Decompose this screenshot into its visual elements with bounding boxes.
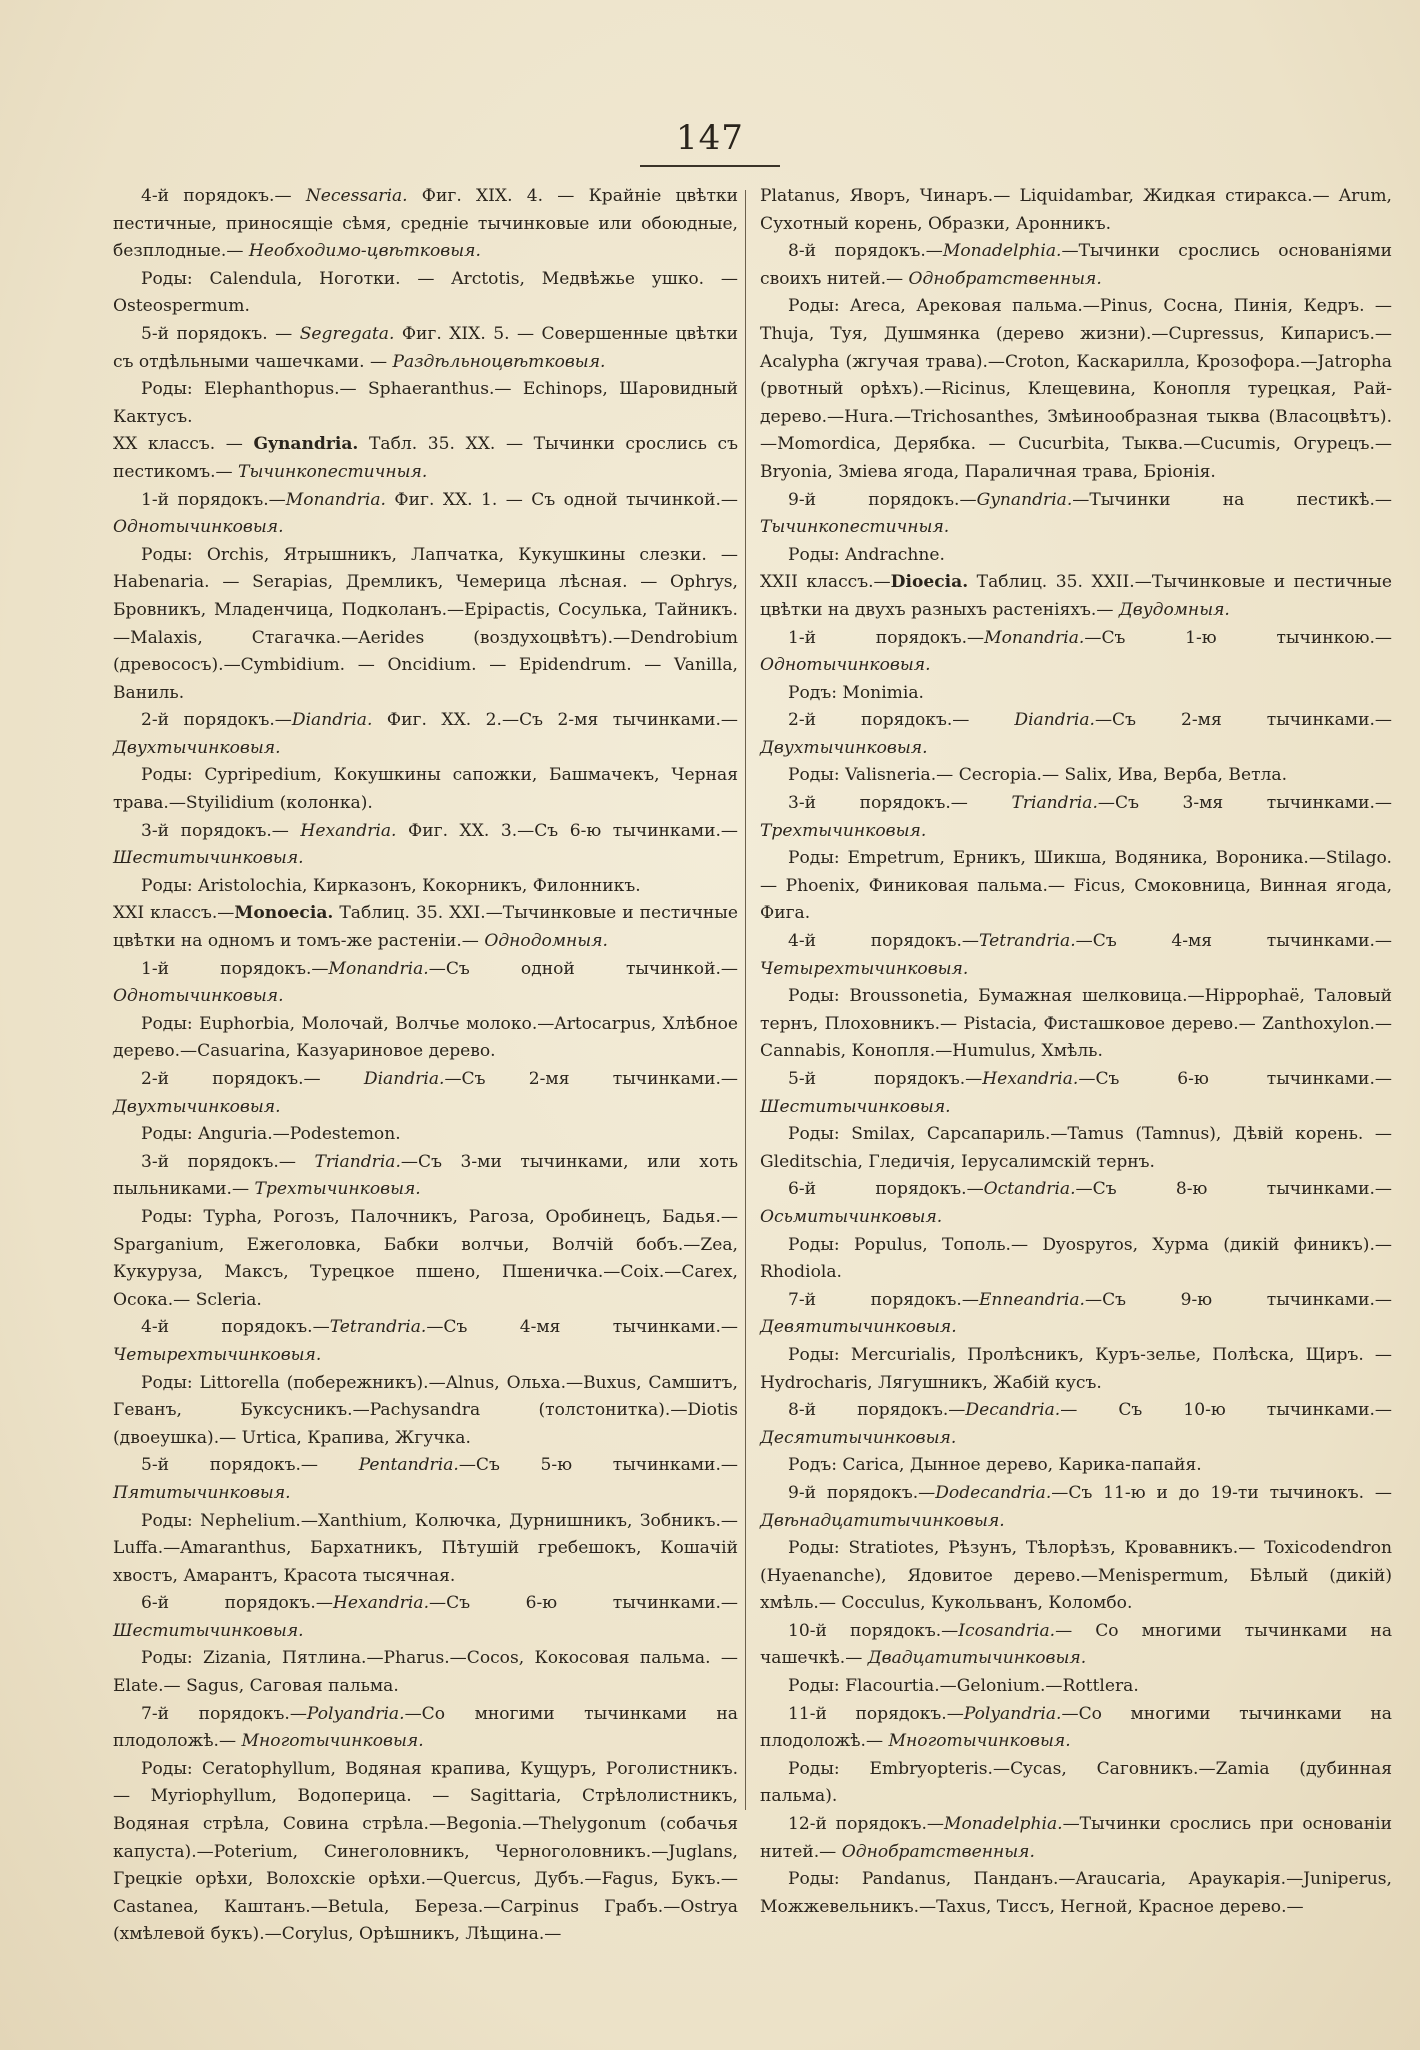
text-run: Роды: Calendula, Ноготки. — Arctotis, Медвѣжье ушко. — Osteospermum. bbox=[113, 268, 738, 317]
text-run: Роды: Mercurialis, Пролѣсникъ, Куръ-зелье, Полѣска, Щиръ. —Hydrocharis, Лягушникъ, Жабій кусъ. bbox=[760, 1344, 1392, 1393]
order-latin-name: Necessaria. bbox=[305, 186, 408, 206]
order-latin-name: Pentandria. bbox=[358, 1455, 459, 1476]
paragraph bbox=[760, 238, 1392, 293]
group-russian-name: Четырехтычинковыя. bbox=[760, 958, 969, 979]
paragraph bbox=[113, 1645, 738, 1700]
text-run: —Съ 2-мя тычинками.— bbox=[444, 1069, 738, 1089]
paragraph bbox=[760, 790, 1392, 845]
text-run: 12-й порядокъ.— bbox=[788, 1814, 944, 1835]
paragraph bbox=[760, 762, 1392, 790]
paragraph bbox=[760, 1452, 1392, 1480]
paragraph bbox=[113, 542, 738, 708]
order-latin-name: Monandria. bbox=[328, 958, 429, 979]
paragraph bbox=[113, 1590, 738, 1645]
text-run: Родъ: Monimia. bbox=[788, 682, 924, 703]
text-run: 4-й порядокъ.— bbox=[788, 931, 980, 952]
text-run: 5-й порядокъ. — bbox=[141, 323, 300, 344]
text-run: Роды: Stratiotes, Рѣзунъ, Тѣлорѣзъ, Кровавникъ.— Toxicodendron (Hyaenanche), Ядовитое дерево.—Menispermum, Бѣлый (дикій) хмѣль.— Cocculus, Кукольванъ, Коломбо. bbox=[760, 1538, 1392, 1614]
page-number: 147 bbox=[676, 118, 744, 158]
text-run: 9-й порядокъ.— bbox=[788, 1482, 936, 1503]
paragraph bbox=[760, 1756, 1392, 1811]
text-run: Табл. 35. XX. — Тычинки срослись съ пестикомъ.— bbox=[113, 434, 738, 482]
paragraph bbox=[113, 873, 738, 901]
class-latin-name: Gynandria. bbox=[253, 434, 359, 455]
group-russian-name: Однобратственныя. bbox=[908, 268, 1102, 289]
paragraph bbox=[760, 1287, 1392, 1342]
order-latin-name: Polyandria. bbox=[306, 1703, 405, 1724]
text-run: 3-й порядокъ.— bbox=[141, 1151, 315, 1172]
paragraph bbox=[760, 1232, 1392, 1287]
text-run: —Тычинки срослись основаніями своихъ нитей.— bbox=[760, 241, 1392, 289]
text-run: Роды: Aristolochia, Кирказонъ, Кокорникъ, Филонникъ. bbox=[141, 875, 641, 896]
paragraph bbox=[760, 1701, 1392, 1756]
page-number-rule bbox=[640, 165, 780, 167]
text-run: Родъ: Carica, Дынное дерево, Карика-папайя. bbox=[788, 1455, 1202, 1476]
paragraph bbox=[760, 625, 1392, 680]
paragraph bbox=[113, 321, 738, 376]
paragraph bbox=[760, 707, 1392, 762]
group-russian-name: Двухтычинковыя. bbox=[760, 737, 928, 758]
text-run: Роды: Andrachne. bbox=[788, 544, 945, 565]
text-run: —Со многими тычинками на плодоложѣ.— bbox=[760, 1703, 1392, 1752]
text-run: 1-й порядокъ.— bbox=[141, 958, 329, 979]
text-run: XXII классъ.— bbox=[760, 572, 891, 593]
order-latin-name: Triandria. bbox=[1011, 793, 1098, 814]
text-run: —Съ 6-ю тычинками.— bbox=[1078, 1069, 1392, 1089]
paragraph bbox=[113, 1756, 738, 1949]
text-run: 6-й порядокъ.— bbox=[141, 1593, 333, 1614]
order-latin-name: Gynandria. bbox=[976, 489, 1073, 510]
group-russian-name: Многотычинковыя. bbox=[241, 1731, 424, 1752]
paragraph bbox=[760, 1866, 1392, 1921]
paragraph bbox=[113, 1314, 738, 1369]
text-run: 8-й порядокъ.— bbox=[788, 241, 943, 262]
order-latin-name: Hexandria. bbox=[300, 820, 397, 841]
paragraph bbox=[760, 1480, 1392, 1535]
group-russian-name: Однобратственныя. bbox=[841, 1841, 1035, 1862]
paragraph bbox=[760, 1673, 1392, 1701]
text-run: —Тычинки срослись при основаніи нитей.— bbox=[760, 1814, 1392, 1862]
paragraph bbox=[760, 983, 1392, 1066]
paragraph bbox=[113, 818, 738, 873]
paragraph bbox=[760, 1066, 1392, 1121]
text-run: Роды: Zizania, Пятлина.—Pharus.—Cocos, Кокосовая пальма. —Elate.— Sagus, Саговая пальма. bbox=[113, 1648, 738, 1697]
paragraph bbox=[760, 487, 1392, 542]
group-russian-name: Десятитычинковыя. bbox=[760, 1427, 957, 1448]
text-run: Роды: Valisneria.— Cecropia.— Salix, Ива, Верба, Ветла. bbox=[788, 765, 1288, 786]
group-russian-name: Осьмитычинковыя. bbox=[760, 1206, 943, 1227]
paragraph bbox=[113, 1370, 738, 1453]
paragraph bbox=[113, 376, 738, 431]
group-russian-name: Пятитычинковыя. bbox=[113, 1482, 291, 1503]
order-latin-name: Segregata. bbox=[299, 323, 395, 344]
group-russian-name: Однотычинковыя. bbox=[113, 517, 284, 538]
class-latin-name: Monoecia. bbox=[234, 903, 334, 924]
order-latin-name: Monadelphia. bbox=[942, 241, 1062, 262]
order-latin-name: Monadelphia. bbox=[944, 1814, 1063, 1835]
order-latin-name: Icosandria. bbox=[958, 1620, 1056, 1641]
order-latin-name: Triandria. bbox=[314, 1151, 401, 1172]
group-russian-name: Однотычинковыя. bbox=[760, 655, 931, 676]
text-run: —Съ 2-мя тычинками.— bbox=[1094, 710, 1392, 731]
text-run: Роды: Nephelium.—Xanthium, Колючка, Дурнишникъ, Зобникъ.—Luffa.—Amaranthus, Бархатникъ, Пѣтушій гребешокъ, Кошачій хвостъ, Амарантъ, Красота тысячная. bbox=[113, 1510, 738, 1586]
text-run: Фиг. XIX. 4. — Крайніе цвѣтки пестичные, приносящіе сѣмя, средніе тычинковые или обоюдные, безплодные.— bbox=[113, 186, 738, 262]
order-latin-name: Hexandria. bbox=[982, 1069, 1079, 1089]
group-russian-name: Шеститычинковыя. bbox=[113, 848, 304, 869]
text-run: 6-й порядокъ.— bbox=[788, 1179, 984, 1200]
paragraph bbox=[760, 1121, 1392, 1176]
paragraph bbox=[113, 1204, 738, 1314]
paragraph bbox=[760, 1535, 1392, 1618]
text-run: Роды: Embryopteris.—Cycas, Саговникъ.—Zamia (дубинная пальма). bbox=[760, 1758, 1392, 1807]
text-run: Роды: Populus, Тополь.— Dyospyros, Хурма (дикій финикъ).— Rhodiola. bbox=[760, 1234, 1392, 1283]
order-latin-name: Hexandria. bbox=[332, 1593, 430, 1614]
paragraph bbox=[113, 1066, 738, 1121]
paragraph bbox=[113, 1508, 738, 1591]
text-run: Роды: Pandanus, Панданъ.—Araucaria, Араукарія.—Juniperus, Можжевельникъ.—Taxus, Тиссъ, Негной, Красное дерево.— bbox=[760, 1869, 1392, 1917]
order-latin-name: Monandria. bbox=[984, 627, 1085, 648]
text-run: —Съ одной тычинкой.— bbox=[428, 958, 738, 979]
text-run: Фиг. XX. 1. — Съ одной тычинкой.— bbox=[386, 489, 738, 510]
paragraph bbox=[113, 956, 738, 1011]
text-run: 8-й порядокъ.— bbox=[788, 1400, 966, 1421]
text-run: Таблиц. 35. XXI.—Тычинковые и пестичные цвѣтки на одномъ и томъ-же растеніи.— bbox=[113, 903, 739, 952]
text-run: Фиг. XIX. 5. — Совершенные цвѣтки съ отдѣльными чашечками. — bbox=[113, 323, 738, 372]
text-run: 4-й порядокъ.— bbox=[141, 186, 306, 206]
left-column bbox=[113, 183, 738, 1949]
text-run: Роды: Empetrum, Ерникъ, Шикша, Водяника, Вороника.—Stilago.— Phoenix, Финиковая пальма.— Ficus, Смоковница, Винная ягода, Фига. bbox=[760, 848, 1392, 924]
paragraph bbox=[760, 183, 1392, 238]
text-run: Роды: Flacourtia.—Gelonium.—Rottlera. bbox=[788, 1676, 1139, 1697]
column-divider bbox=[745, 190, 746, 1810]
class-heading bbox=[113, 431, 738, 486]
text-run: —Съ 6-ю тычинками.— bbox=[429, 1593, 738, 1614]
order-latin-name: Tetrandria. bbox=[979, 931, 1076, 952]
paragraph bbox=[760, 1811, 1392, 1866]
text-run: —Съ 11-ю и до 19-ти тычинокъ. — bbox=[1051, 1482, 1392, 1503]
text-run: Фиг. XX. 3.—Съ 6-ю тычинками.— bbox=[396, 820, 739, 841]
text-run: 3-й порядокъ.— bbox=[141, 820, 301, 841]
text-run: Роды: Littorella (побережникъ).—Alnus, Ольха.—Buxus, Самшитъ, Геванъ, Буксусникъ.—Pachysandra (толстонитка).—Diotis (двоеушка).— Urtica, Крапива, Жгучка. bbox=[113, 1372, 738, 1448]
text-run: Роды: Euphorbia, Молочай, Волчье молоко.—Artocarpus, Хлѣбное дерево.—Casuarina, Казуариновое дерево. bbox=[113, 1013, 738, 1062]
order-latin-name: Dodecandria. bbox=[935, 1482, 1052, 1503]
paragraph bbox=[113, 1121, 738, 1149]
text-run: Роды: Ceratophyllum, Водяная крапива, Кущуръ, Роголистникъ. — Myriophyllum, Водоперица. — Sagittaria, Стрѣлолистникъ, Водяная стрѣла, Совина стрѣла.—Begonia.—Thelygonum (собачья капуста).—Poterium, Синеголовникъ, Черноголовникъ.—Juglans, Грецкіе орѣхи, Волохскіе орѣхи.—Quercus, Дубъ.—Fagus, Букъ.—Castanea, Каштанъ.—Betula, Береза.—Carpinus Грабъ.—Ostrya (хмѣлевой букъ).—Corylus, Орѣшникъ, Лѣщина.— bbox=[113, 1758, 738, 1945]
order-latin-name: Polyandria. bbox=[963, 1703, 1062, 1724]
text-run: XX классъ. — bbox=[113, 434, 254, 455]
paragraph bbox=[760, 1342, 1392, 1397]
paragraph bbox=[113, 266, 738, 321]
text-run: —Съ 4-мя тычинками.— bbox=[426, 1317, 738, 1338]
text-run: — Съ 10-ю тычинками.— bbox=[1060, 1400, 1392, 1421]
text-run: —Со многими тычинками на плодоложѣ.— bbox=[113, 1703, 738, 1752]
group-russian-name: Тычинкопестичныя. bbox=[760, 517, 950, 538]
text-run: —Тычинки на пестикѣ.— bbox=[1072, 489, 1392, 510]
text-run: Роды: Anguria.—Podestemon. bbox=[141, 1124, 401, 1145]
group-russian-name: Шеститычинковыя. bbox=[113, 1620, 304, 1641]
text-run: —Съ 9-ю тычинками.— bbox=[1084, 1289, 1392, 1310]
group-russian-name: Двѣнадцатитычинковыя. bbox=[760, 1510, 1005, 1531]
text-run: 9-й порядокъ.— bbox=[788, 489, 977, 510]
order-latin-name: Octandria. bbox=[983, 1179, 1076, 1200]
text-run: —Съ 4-мя тычинками.— bbox=[1075, 931, 1392, 952]
group-russian-name: Шеститычинковыя. bbox=[760, 1096, 951, 1117]
paragraph bbox=[113, 762, 738, 817]
text-run: Роды: Broussonetia, Бумажная шелковица.—Hippophaë, Таловый тернъ, Плоховникъ.— Pistacia, Фисташковое дерево.— Zanthoxylon.—Cannabis, Конопля.—Humulus, Хмѣль. bbox=[760, 986, 1392, 1062]
text-run: 1-й порядокъ.— bbox=[141, 489, 286, 510]
order-latin-name: Diandria. bbox=[291, 710, 373, 731]
paragraph bbox=[113, 1452, 738, 1507]
group-russian-name: Двудомныя. bbox=[1118, 599, 1230, 620]
group-russian-name: Однотычинковыя. bbox=[113, 986, 284, 1007]
text-run: 4-й порядокъ.— bbox=[141, 1317, 330, 1338]
text-run: 2-й порядокъ.— bbox=[788, 710, 1015, 731]
text-run: —Съ 5-ю тычинками.— bbox=[458, 1455, 738, 1476]
text-run: Роды: Typha, Рогозъ, Палочникъ, Рагоза, Оробинецъ, Бадья.—Sparganium, Ежеголовка, Бабки волчьи, Волчій бобъ.—Zea, Кукуруза, Максъ, Турецкое пшено, Пшеничка.—Coix.—Carex, Осока.— Scleria. bbox=[113, 1206, 738, 1310]
text-run: 3-й порядокъ.— bbox=[788, 793, 1012, 814]
right-column bbox=[760, 183, 1392, 1921]
text-run: 5-й порядокъ.— bbox=[788, 1069, 983, 1089]
text-run: 7-й порядокъ.— bbox=[788, 1289, 979, 1310]
order-latin-name: Enneandria. bbox=[978, 1289, 1085, 1310]
text-run: 5-й порядокъ.— bbox=[141, 1455, 359, 1476]
text-run: —Съ 3-мя тычинками.— bbox=[1097, 793, 1392, 814]
order-latin-name: Diandria. bbox=[363, 1069, 445, 1089]
paragraph bbox=[760, 1397, 1392, 1452]
text-run: Таблиц. 35. XXII.—Тычинковые и пестичные цвѣтки на двухъ разныхъ растеніяхъ.— bbox=[760, 572, 1392, 620]
group-russian-name: Трехтычинковыя. bbox=[760, 820, 927, 841]
paragraph bbox=[113, 707, 738, 762]
paragraph bbox=[113, 487, 738, 542]
group-russian-name: Двухтычинковыя. bbox=[113, 1096, 281, 1117]
paragraph bbox=[760, 680, 1392, 708]
group-russian-name: Тычинкопестичныя. bbox=[238, 461, 428, 482]
text-run: Роды: Elephanthopus.— Sphaeranthus.— Echinops, Шаровидный Кактусъ. bbox=[113, 379, 738, 427]
paragraph bbox=[113, 1011, 738, 1066]
group-russian-name: Четырехтычинковыя. bbox=[113, 1344, 322, 1365]
group-russian-name: Многотычинковыя. bbox=[888, 1731, 1071, 1752]
order-latin-name: Monandria. bbox=[285, 489, 386, 510]
group-russian-name: Девятитычинковыя. bbox=[760, 1317, 957, 1338]
paragraph bbox=[760, 928, 1392, 983]
order-latin-name: Tetrandria. bbox=[329, 1317, 427, 1338]
text-run: 7-й порядокъ.— bbox=[141, 1703, 307, 1724]
order-latin-name: Diandria. bbox=[1014, 710, 1095, 731]
text-run: Фиг. XX. 2.—Съ 2-мя тычинками.— bbox=[372, 710, 738, 731]
order-latin-name: Decandria. bbox=[965, 1400, 1061, 1421]
text-run: 2-й порядокъ.— bbox=[141, 1069, 364, 1089]
class-heading bbox=[113, 900, 738, 955]
group-russian-name: Трехтычинковыя. bbox=[254, 1179, 421, 1200]
text-run: —Съ 8-ю тычинками.— bbox=[1075, 1179, 1392, 1200]
text-run: Роды: Cypripedium, Кокушкины сапожки, Башмачекъ, Черная трава.—Styilidium (колонка). bbox=[113, 765, 738, 814]
paragraph bbox=[113, 1149, 738, 1204]
text-run: 10-й порядокъ.— bbox=[788, 1620, 959, 1641]
text-run: 1-й порядокъ.— bbox=[788, 627, 985, 648]
paragraph bbox=[760, 293, 1392, 486]
text-run: XXI классъ.— bbox=[113, 903, 235, 924]
text-run: 2-й порядокъ.— bbox=[141, 710, 292, 731]
group-russian-name: Двадцатитычинковыя. bbox=[867, 1648, 1087, 1669]
class-latin-name: Dioecia. bbox=[890, 572, 969, 593]
text-run: Роды: Smilax, Сарсапариль.—Tamus (Tamnus), Дѣвій корень. —Gleditschia, Гледичія, Іерусалимскій тернъ. bbox=[760, 1124, 1392, 1172]
paragraph bbox=[113, 1701, 738, 1756]
paragraph bbox=[760, 1618, 1392, 1673]
text-run: — Со многими тычинками на чашечкѣ.— bbox=[760, 1620, 1393, 1669]
text-run: Роды: Orchis, Ятрышникъ, Лапчатка, Кукушкины слезки. — Habenaria. — Serapias, Дремликъ, Чемерица лѣсная. — Ophrys, Бровникъ, Младенчица, Подколанъ.—Epipactis, Сосулька, Тайникъ.—Malaxis, Стагачка.—Aerides (воздухоцвѣтъ).—Dendrobium (древососъ).—Cymbidium. — Oncidium. — Epidendrum. — Vanilla, Ваниль. bbox=[113, 544, 738, 703]
paragraph bbox=[760, 845, 1392, 928]
text-run: Platanus, Яворъ, Чинаръ.— Liquidambar, Жидкая стиракса.— Arum, Сухотный корень, Образки, Аронникъ. bbox=[760, 186, 1392, 234]
group-russian-name: Раздѣльноцвѣтковыя. bbox=[392, 351, 606, 372]
paragraph bbox=[113, 183, 738, 266]
group-russian-name: Необходимо-цвѣтковыя. bbox=[248, 241, 481, 262]
text-run: —Съ 3-ми тычинками, или хоть пыльниками.— bbox=[113, 1151, 738, 1200]
paragraph bbox=[760, 1176, 1392, 1231]
group-russian-name: Однодомныя. bbox=[484, 931, 608, 952]
group-russian-name: Двухтычинковыя. bbox=[113, 737, 281, 758]
text-run: —Съ 1-ю тычинкою.— bbox=[1084, 627, 1392, 648]
text-run: 11-й порядокъ.— bbox=[788, 1703, 964, 1724]
class-heading bbox=[760, 569, 1392, 624]
text-run: Роды: Areca, Арековая пальма.—Pinus, Сосна, Пинія, Кедръ. —Thuja, Туя, Душмянка (дерево жизни).—Cupressus, Кипарисъ.—Acalypha (жгучая трава).—Croton, Каскарилла, Крозофора.—Jatropha (рвотный орѣхъ).—Ricinus, Клещевина, Конопля турецкая, Рай-дерево.—Hura.—Trichosanthes, Змѣинообразная тыква (Власоцвѣтъ).—Momordica, Дерябка. — Cucurbita, Тыква.—Cucumis, Огурецъ.—Bryonia, Зміева ягода, Параличная трава, Бріонія. bbox=[760, 296, 1392, 482]
paragraph bbox=[760, 542, 1392, 570]
